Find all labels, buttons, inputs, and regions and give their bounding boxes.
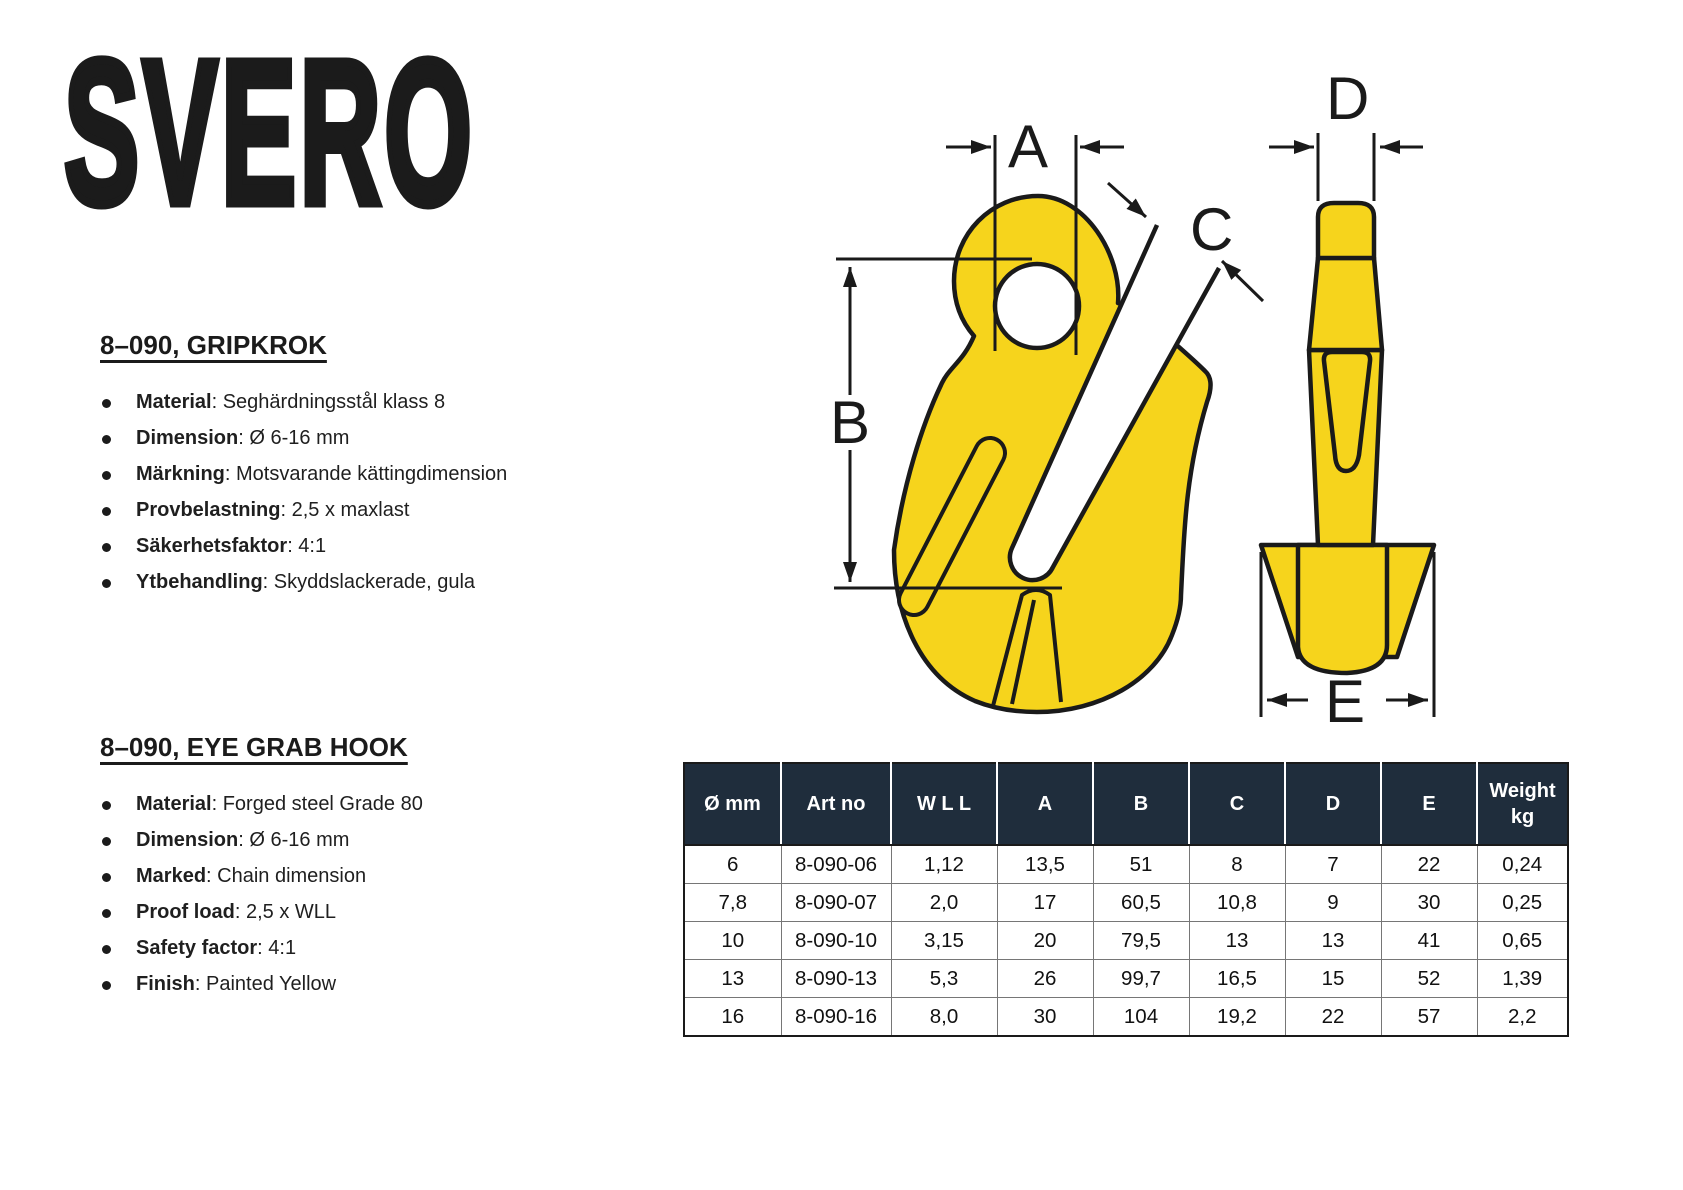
- spec-list-swedish: [100, 391, 640, 594]
- table-row: [684, 922, 1568, 960]
- table-cell: 2,2: [1477, 998, 1568, 1037]
- logo-text: SVERO: [64, 18, 476, 247]
- spec-list-english: [100, 793, 640, 996]
- table-cell: 60,5: [1093, 884, 1189, 922]
- table-body: [684, 845, 1568, 1036]
- svero-logo: [64, 18, 484, 247]
- technical-drawing: [760, 55, 1480, 735]
- table-cell: 7,8: [684, 884, 781, 922]
- section-title-english: 8–090, EYE GRAB HOOK: [100, 732, 408, 762]
- spec-item: Dimension: Ø 6-16 mm: [100, 427, 640, 450]
- table-cell: 1,12: [891, 845, 997, 884]
- table-cell: 8,0: [891, 998, 997, 1037]
- table-cell: 13: [1189, 922, 1285, 960]
- table-cell: 3,15: [891, 922, 997, 960]
- table-cell: 57: [1381, 998, 1477, 1037]
- table-cell: 8-090-13: [781, 960, 891, 998]
- table-cell: 52: [1381, 960, 1477, 998]
- spec-item: Material: Seghärdningsstål klass 8: [100, 391, 640, 414]
- table-cell: 104: [1093, 998, 1189, 1037]
- table-row: [684, 998, 1568, 1037]
- table-cell: 7: [1285, 845, 1381, 884]
- table-cell: 16: [684, 998, 781, 1037]
- table-cell: 15: [1285, 960, 1381, 998]
- column-header: C: [1189, 763, 1285, 845]
- table-cell: 6: [684, 845, 781, 884]
- table-cell: 79,5: [1093, 922, 1189, 960]
- table-cell: 0,24: [1477, 845, 1568, 884]
- spec-item: Finish: Painted Yellow: [100, 973, 640, 996]
- section-swedish: [100, 330, 640, 607]
- table-header: [684, 763, 1568, 845]
- side-view: [1261, 203, 1434, 673]
- dim-label-c: C: [1190, 196, 1234, 263]
- column-header: B: [1093, 763, 1189, 845]
- table-row: [684, 845, 1568, 884]
- table-cell: 8: [1189, 845, 1285, 884]
- spec-item: Ytbehandling: Skyddslackerade, gula: [100, 571, 640, 594]
- section-english: [100, 732, 640, 1009]
- table-row: [684, 960, 1568, 998]
- spec-item: Säkerhetsfaktor: 4:1: [100, 535, 640, 558]
- table-cell: 0,25: [1477, 884, 1568, 922]
- column-header: D: [1285, 763, 1381, 845]
- spec-item: Provbelastning: 2,5 x maxlast: [100, 499, 640, 522]
- column-header: W L L: [891, 763, 997, 845]
- table-cell: 30: [997, 998, 1093, 1037]
- table-cell: 0,65: [1477, 922, 1568, 960]
- table-cell: 10: [684, 922, 781, 960]
- table-cell: 99,7: [1093, 960, 1189, 998]
- table-cell: 8-090-10: [781, 922, 891, 960]
- dim-label-e: E: [1325, 668, 1366, 735]
- side-mid: [1309, 258, 1382, 350]
- table-cell: 41: [1381, 922, 1477, 960]
- spec-item: Proof load: 2,5 x WLL: [100, 901, 640, 924]
- dim-label-d: D: [1326, 65, 1370, 132]
- table-cell: 30: [1381, 884, 1477, 922]
- table-cell: 13: [1285, 922, 1381, 960]
- side-bottom-boss: [1298, 545, 1387, 673]
- spec-item: Material: Forged steel Grade 80: [100, 793, 640, 816]
- table-cell: 8-090-06: [781, 845, 891, 884]
- section-title-swedish: 8–090, GRIPKROK: [100, 330, 327, 360]
- table-cell: 8-090-07: [781, 884, 891, 922]
- table-cell: 26: [997, 960, 1093, 998]
- table-cell: 2,0: [891, 884, 997, 922]
- table-cell: 22: [1285, 998, 1381, 1037]
- table-cell: 22: [1381, 845, 1477, 884]
- table-cell: 19,2: [1189, 998, 1285, 1037]
- table-row: [684, 884, 1568, 922]
- dim-label-a: A: [1008, 113, 1049, 180]
- table-cell: 10,8: [1189, 884, 1285, 922]
- dimension-table: [683, 762, 1569, 1037]
- side-top-cap: [1318, 203, 1374, 258]
- table-cell: 13,5: [997, 845, 1093, 884]
- table-cell: 20: [997, 922, 1093, 960]
- column-header: E: [1381, 763, 1477, 845]
- table-cell: 8-090-16: [781, 998, 891, 1037]
- eye-hole: [995, 264, 1079, 348]
- table-cell: 9: [1285, 884, 1381, 922]
- column-header: Art no: [781, 763, 891, 845]
- column-header: Ø mm: [684, 763, 781, 845]
- table-cell: 1,39: [1477, 960, 1568, 998]
- front-view: [894, 196, 1219, 712]
- spec-item: Dimension: Ø 6-16 mm: [100, 829, 640, 852]
- spec-item: Safety factor: 4:1: [100, 937, 640, 960]
- dim-label-b: B: [830, 389, 871, 456]
- table-cell: 51: [1093, 845, 1189, 884]
- table-cell: 16,5: [1189, 960, 1285, 998]
- table-cell: 5,3: [891, 960, 997, 998]
- table-cell: 17: [997, 884, 1093, 922]
- column-header: Weight kg: [1477, 763, 1568, 845]
- table-cell: 13: [684, 960, 781, 998]
- column-header: A: [997, 763, 1093, 845]
- spec-item: Marked: Chain dimension: [100, 865, 640, 888]
- spec-item: Märkning: Motsvarande kättingdimension: [100, 463, 640, 486]
